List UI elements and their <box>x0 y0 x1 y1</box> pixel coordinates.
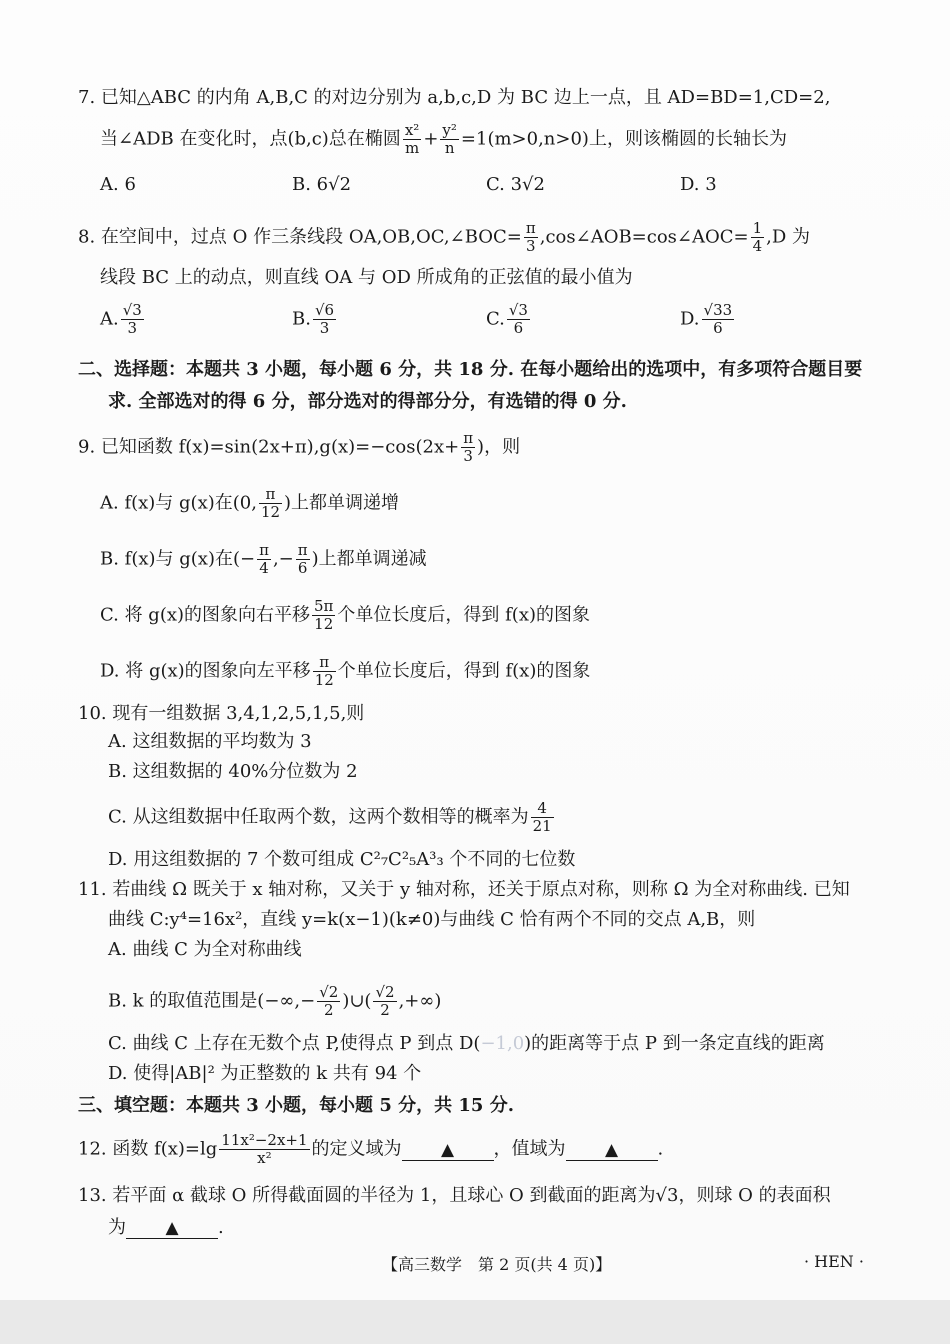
frac-den: 12 <box>260 503 281 521</box>
q9-d-frac <box>313 654 336 689</box>
section2-heading-line2: 求. 全部选对的得 6 分，部分选对的得部分分，有选错的得 0 分. <box>108 391 627 412</box>
q8-option-b <box>292 302 338 337</box>
frac-num: π <box>259 486 282 504</box>
q11-option-b <box>108 984 950 1019</box>
q8-option-d <box>680 302 736 337</box>
q11-c-post: )的距离等于点 P 到一条定直线的距离 <box>524 1033 825 1054</box>
q8-option-c <box>486 302 532 337</box>
frac-den: n <box>444 139 455 157</box>
frac-den: 2 <box>380 1001 390 1019</box>
frac-num: √2 <box>375 983 395 1001</box>
q11-b-frac1 <box>317 984 340 1019</box>
frac-num: 11x²−2x+1 <box>221 1131 308 1149</box>
q7-option-d: D. 3 <box>680 174 717 195</box>
q9-c-frac <box>312 598 335 633</box>
q9-a-post: )上都单调递增 <box>284 492 400 514</box>
q7-line2-post: =1(m>0,n>0)上，则该椭圆的长轴长为 <box>460 128 787 150</box>
q9-b-mid: ,− <box>272 548 294 570</box>
frac-num: y² <box>442 121 457 139</box>
q10-option-b: B. 这组数据的 40%分位数为 2 <box>108 761 358 782</box>
q7-option-c: C. 3√2 <box>486 174 545 195</box>
q11-option-d: D. 使得|AB|² 为正整数的 k 共有 94 个 <box>108 1063 422 1084</box>
q7-line1: 7. 已知△ABC 的内角 A,B,C 的对边分别为 a,b,c,D 为 BC 边上一点，且 AD=BD=1,CD=2, <box>78 87 831 108</box>
frac-den: m <box>404 139 420 157</box>
q7-ellipse-x-frac <box>403 122 421 157</box>
q12-post: . <box>657 1138 664 1160</box>
frac-num: 4 <box>531 800 554 818</box>
q12-blank-domain[interactable] <box>402 1140 494 1161</box>
frac-den: 21 <box>532 817 552 835</box>
option-label: B. <box>292 308 311 330</box>
page-footer-code: · HEN · <box>804 1252 864 1271</box>
q10-option-c <box>108 800 950 835</box>
q10-stem: 10. 现有一组数据 3,4,1,2,5,1,5,则 <box>78 703 365 724</box>
q8-option-a <box>100 302 146 337</box>
triangle-icon: ▲ <box>605 1139 619 1160</box>
frac-den: 4 <box>752 237 763 255</box>
q9-c-post: 个单位长度后，得到 f(x)的图象 <box>337 604 591 626</box>
q10-c-frac <box>531 800 554 835</box>
q8-line1-mid: ,cos∠AOB=cos∠AOC= <box>539 226 749 248</box>
q9-a-pre: A. f(x)与 g(x)在(0, <box>100 492 257 514</box>
q9-option-a <box>100 486 950 521</box>
q13-line2-pre: 为 <box>108 1217 126 1238</box>
page-footer-label: 【高三数学 第 2 页(共 4 页)】 <box>382 1255 612 1274</box>
q9-a-frac <box>259 486 282 521</box>
q12-mid2: ，值域为 <box>493 1138 566 1160</box>
q9-b-post: )上都单调递减 <box>311 548 427 570</box>
frac-num: √2 <box>319 983 339 1001</box>
triangle-icon: ▲ <box>441 1139 455 1160</box>
q12-frac <box>219 1132 309 1167</box>
frac-num: x² <box>404 121 420 139</box>
frac-den: 12 <box>314 615 334 633</box>
q9-stem-pre: 9. 已知函数 f(x)=sin(2x+π),g(x)=−cos(2x+ <box>78 436 460 458</box>
frac-num: 1 <box>752 219 763 237</box>
q12-blank-range[interactable] <box>566 1140 658 1161</box>
q9-option-b <box>100 542 950 577</box>
frac-den: 6 <box>513 319 524 337</box>
frac-num: √6 <box>314 301 335 319</box>
q9-b-frac1 <box>257 542 271 577</box>
q11-c-pre: C. 曲线 C 上存在无数个点 P,使得点 P 到点 D( <box>108 1033 481 1054</box>
frac-num: π <box>463 429 474 447</box>
q11-b-frac2 <box>373 984 396 1019</box>
q7-option-b: B. 6√2 <box>292 174 352 195</box>
q11-c-faded-point: −1,0 <box>480 1033 525 1054</box>
q8-line1-pre: 8. 在空间中，过点 O 作三条线段 OA,OB,OC,∠BOC= <box>78 226 522 248</box>
frac-num: √3 <box>122 301 142 319</box>
q11-line1: 11. 若曲线 Ω 既关于 x 轴对称，又关于 y 轴对称，还关于原点对称，则称 Ω 为全对称曲线. 已知 <box>78 879 850 900</box>
frac-den: 3 <box>319 319 330 337</box>
option-label: D. <box>680 308 700 330</box>
frac-den: 3 <box>526 237 536 255</box>
option-label: C. <box>486 308 505 330</box>
q10-option-d: D. 用这组数据的 7 个数可组成 C²₇C²₅A³₃ 个不同的七位数 <box>108 849 576 870</box>
option-frac <box>702 302 735 337</box>
option-frac <box>313 302 336 337</box>
q8-line2: 线段 BC 上的动点，则直线 OA 与 OD 所成角的正弦值的最小值为 <box>100 267 633 288</box>
q11-option-c <box>108 1030 950 1058</box>
frac-den: 12 <box>314 671 334 689</box>
q9-d-pre: D. 将 g(x)的图象向左平移 <box>100 660 311 682</box>
frac-num: π <box>259 541 269 559</box>
frac-den: 6 <box>713 319 723 337</box>
q9-option-d <box>100 654 950 689</box>
frac-den: 2 <box>323 1001 334 1019</box>
q8-cos-frac <box>751 220 765 255</box>
section2-heading-line1: 二、选择题：本题共 3 小题，每小题 6 分，共 18 分. 在每小题给出的选项中，有多项符合题目要 <box>78 359 863 380</box>
frac-num: √3 <box>508 301 528 319</box>
q8-line1-post: ,D 为 <box>766 226 811 248</box>
q7-option-a: A. 6 <box>100 174 136 195</box>
q9-c-pre: C. 将 g(x)的图象向右平移 <box>100 604 311 626</box>
q12-pre: 12. 函数 f(x)=lg <box>78 1138 218 1160</box>
option-label: A. <box>100 308 119 330</box>
q11-b-pre: B. k 的取值范围是(−∞,− <box>108 990 316 1012</box>
option-frac <box>121 302 144 337</box>
q13-line2 <box>108 1214 950 1242</box>
q11-b-post: ,+∞) <box>398 990 442 1012</box>
q13-line2-post: . <box>218 1217 224 1238</box>
q10-option-a: A. 这组数据的平均数为 3 <box>108 731 312 752</box>
q13-blank-surface-area[interactable] <box>126 1218 218 1239</box>
q12-line <box>78 1132 950 1167</box>
q10-c-pre: C. 从这组数据中任取两个数，这两个数相等的概率为 <box>108 806 529 828</box>
frac-num: π <box>525 219 536 237</box>
frac-num: π <box>297 541 308 559</box>
frac-den: 3 <box>127 319 138 337</box>
section3-heading: 三、填空题：本题共 3 小题，每小题 5 分，共 15 分. <box>78 1095 514 1116</box>
q9-b-pre: B. f(x)与 g(x)在(− <box>100 548 256 570</box>
q12-mid: 的定义域为 <box>311 1138 402 1160</box>
frac-den: x² <box>257 1149 272 1167</box>
q8-line1 <box>78 220 950 255</box>
q7-line2-pre: 当∠ADB 在变化时，点(b,c)总在椭圆 <box>100 128 401 150</box>
option-frac <box>507 302 530 337</box>
scan-bottom-margin <box>0 1300 950 1344</box>
q11-option-a: A. 曲线 C 为全对称曲线 <box>108 939 302 960</box>
q9-stem-frac <box>461 430 475 465</box>
q7-ellipse-y-frac <box>440 122 459 157</box>
q11-b-mid: )∪( <box>342 990 372 1012</box>
frac-den: 3 <box>463 447 473 465</box>
q9-option-c <box>100 598 950 633</box>
frac-num: 5π <box>314 597 334 615</box>
plus-sign: + <box>423 128 439 150</box>
q13-line1: 13. 若平面 α 截球 O 所得截面圆的半径为 1，且球心 O 到截面的距离为√3，则球 O 的表面积 <box>78 1185 831 1206</box>
q9-stem-post: )，则 <box>477 436 521 458</box>
q9-b-frac2 <box>296 542 310 577</box>
q7-line2 <box>100 122 950 157</box>
q11-line2: 曲线 C:y⁴=16x²，直线 y=k(x−1)(k≠0)与曲线 C 恰有两个不同的交点 A,B，则 <box>108 909 756 930</box>
frac-den: 4 <box>259 559 269 577</box>
frac-den: 6 <box>297 559 308 577</box>
frac-num: √33 <box>703 301 733 319</box>
q9-d-post: 个单位长度后，得到 f(x)的图象 <box>337 660 591 682</box>
q8-angle-frac <box>524 220 538 255</box>
q9-stem <box>78 430 950 465</box>
frac-num: π <box>313 654 336 672</box>
triangle-icon: ▲ <box>165 1218 179 1238</box>
